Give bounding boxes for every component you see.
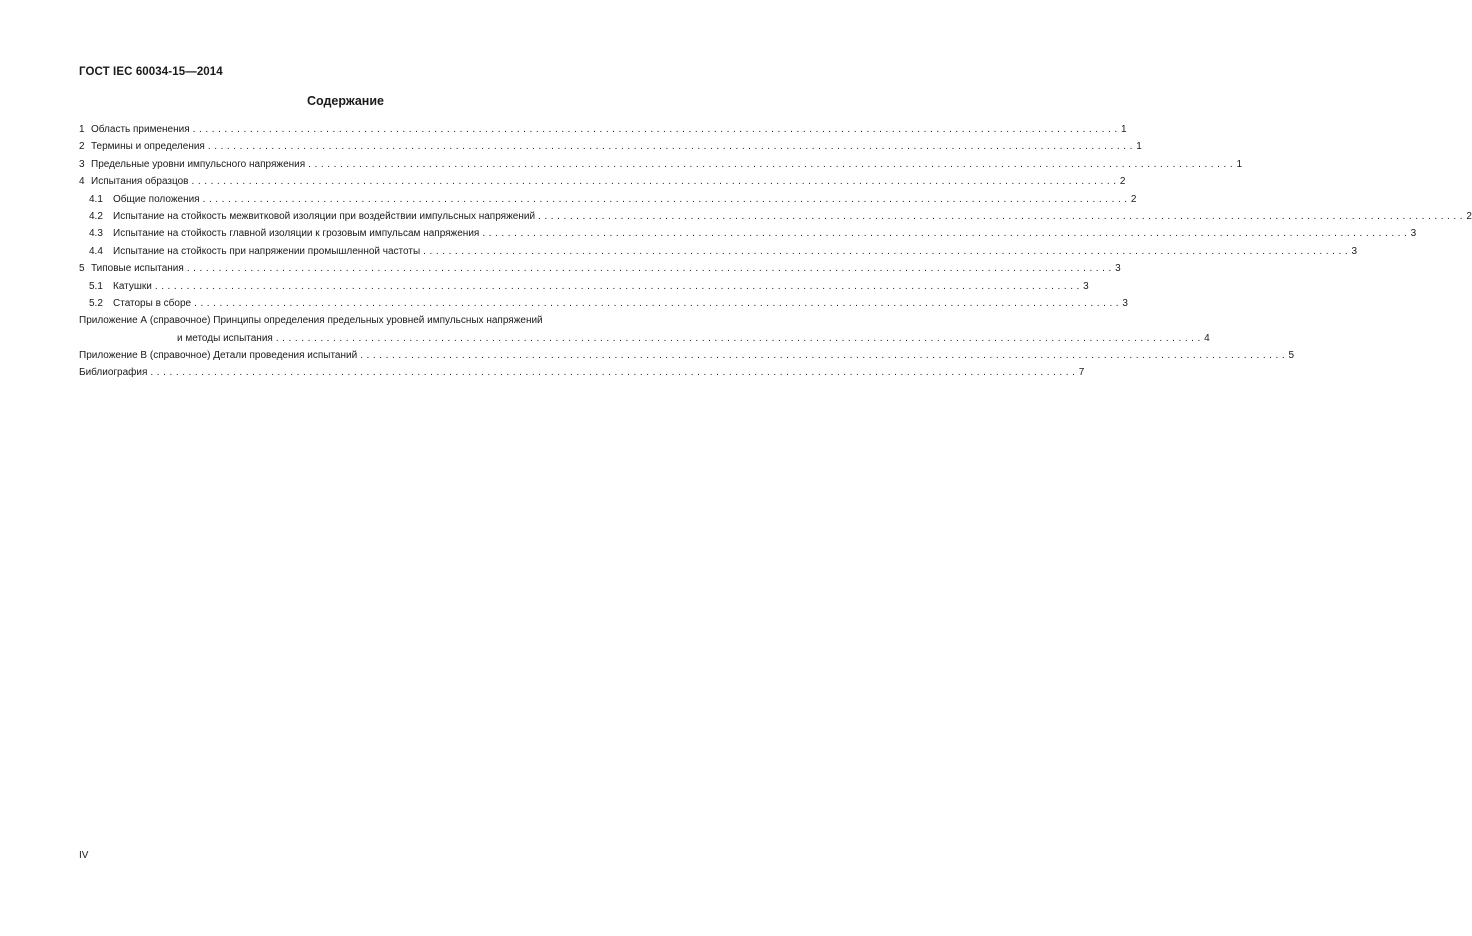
toc-leader-dots (482, 225, 1407, 242)
toc-entry-page: 2 (1466, 210, 1472, 222)
toc-subentry[interactable] (79, 208, 1472, 225)
toc-title: Содержание (306, 94, 384, 108)
toc-leader-dots (538, 208, 1463, 225)
toc-entry-page: 2 (1119, 176, 1126, 188)
appendix-a-label: Приложение А (справочное) (79, 315, 211, 327)
toc-subentry[interactable] (79, 278, 1089, 295)
toc-entry-page: 3 (1115, 263, 1121, 275)
toc-entry-number: 4.3 (89, 228, 103, 240)
toc-subentry[interactable] (79, 243, 1358, 260)
toc-entry-number: 5 (79, 263, 85, 275)
toc-subentry[interactable] (79, 295, 1128, 312)
toc-entry-number: 4.4 (89, 245, 103, 257)
toc-entry-number: 4.1 (89, 193, 103, 205)
toc-leader-dots (308, 156, 1233, 173)
toc-entry-title: Предельные уровни импульсного напряжения (91, 158, 306, 170)
toc-entry-page: 3 (1410, 228, 1417, 240)
toc-leader-dots (360, 347, 1285, 364)
toc-leader-dots (193, 121, 1118, 138)
toc-entry[interactable] (79, 121, 1127, 138)
toc-entry-page: 7 (1078, 367, 1085, 379)
toc-entry-title: Типовые испытания (91, 263, 184, 275)
toc-entry-number: 4.2 (89, 210, 103, 222)
page-number: IV (79, 850, 89, 861)
toc-appendix-a[interactable] (79, 312, 1210, 347)
toc-entry-page: 1 (1120, 124, 1127, 135)
bibliography-title: Библиография (79, 367, 148, 379)
toc-entry[interactable] (79, 138, 1142, 155)
toc-subentry[interactable] (79, 225, 1417, 242)
toc-entry-number: 2 (79, 141, 85, 153)
toc-entry-number: 3 (79, 158, 85, 170)
toc-entry-page: 5 (1288, 350, 1295, 362)
toc-entry-number: 1 (79, 124, 85, 135)
toc-entry-page: 2 (1130, 193, 1137, 205)
toc-entry-title: Испытания образцов (91, 176, 189, 188)
toc-leader-dots (203, 191, 1128, 208)
table-of-contents (79, 121, 1472, 382)
toc-entry[interactable] (79, 173, 1126, 190)
toc-entry-title: Термины и определения (91, 141, 205, 153)
toc-entry-page: 1 (1136, 141, 1142, 153)
toc-leader-dots (423, 243, 1348, 260)
toc-entry-page: 3 (1351, 245, 1358, 257)
toc-leader-dots (155, 278, 1080, 295)
toc-leader-dots (192, 173, 1117, 190)
document-code: ГОСТ IEC 60034-15—2014 (79, 66, 223, 78)
toc-entry[interactable] (79, 156, 1243, 173)
appendix-a-title-line2: и методы испытания (177, 332, 273, 344)
toc-subentry[interactable] (79, 191, 1137, 208)
toc-leader-dots (194, 295, 1119, 312)
toc-entry-number: 5.1 (89, 280, 103, 292)
toc-bibliography[interactable] (79, 364, 1085, 381)
appendix-a-title-line1: Принципы определения предельных уровней импульсных напряжений (213, 315, 543, 327)
toc-leader-dots (276, 330, 1201, 347)
toc-entry-page: 4 (1204, 332, 1210, 344)
toc-entry-page: 3 (1083, 280, 1089, 292)
toc-entry-title: Область применения (91, 124, 190, 135)
toc-entry-number: 5.2 (89, 297, 103, 309)
appendix-b-label: Приложение В (справочное) (79, 350, 211, 362)
toc-leader-dots (150, 364, 1075, 381)
toc-leader-dots (208, 138, 1133, 155)
toc-entry-title: Общие положения (113, 193, 200, 205)
toc-entry-title: Статоры в сборе (113, 297, 192, 309)
toc-entry-page: 3 (1122, 297, 1128, 309)
toc-leader-dots (187, 260, 1112, 277)
toc-entry[interactable] (79, 260, 1121, 277)
toc-entry-title: Испытание на стойкость межвитковой изоляции при воздействии импульсных напряжений (113, 210, 536, 222)
toc-entry-page: 1 (1236, 158, 1243, 170)
toc-entry-number: 4 (79, 176, 85, 188)
toc-appendix-b[interactable] (79, 347, 1295, 364)
appendix-b-title: Детали проведения испытаний (213, 350, 358, 362)
toc-entry-title: Катушки (113, 280, 152, 292)
toc-entry-title: Испытание на стойкость главной изоляции к грозовым импульсам напряжения (113, 228, 480, 240)
toc-entry-title: Испытание на стойкость при напряжении промышленной частоты (113, 245, 421, 257)
